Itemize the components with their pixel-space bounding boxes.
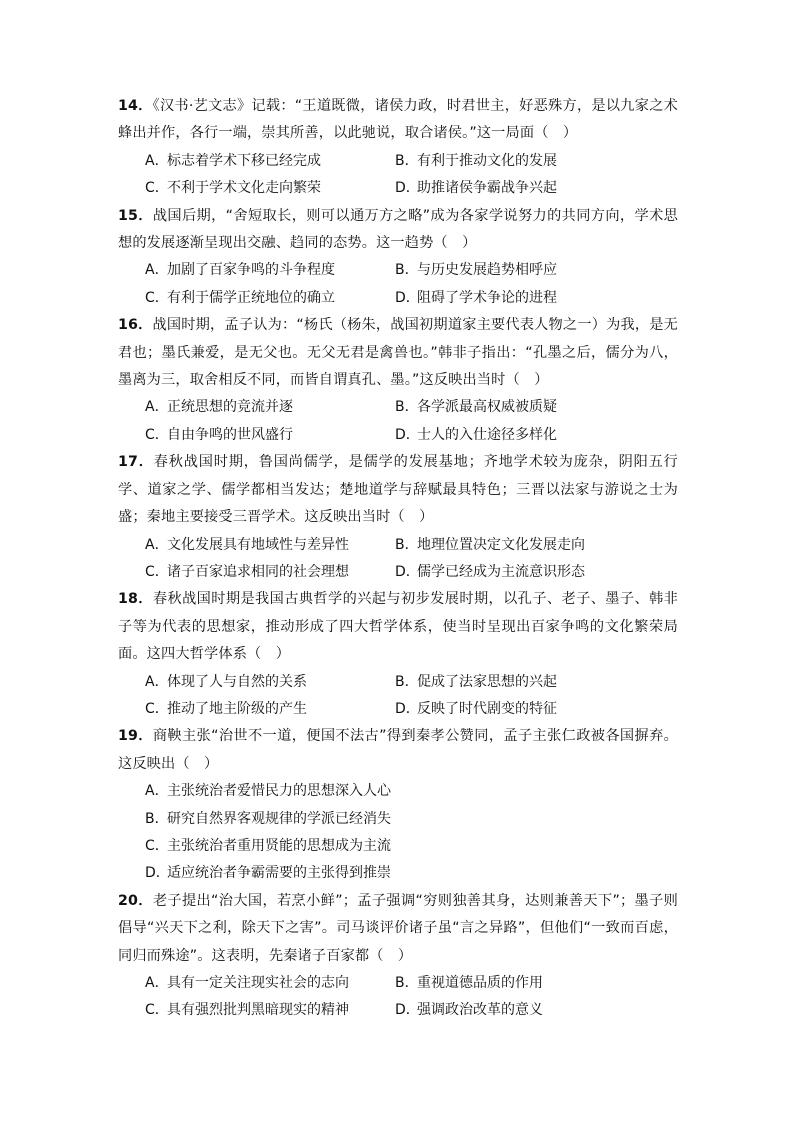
option-c (145, 559, 395, 586)
option-text: 助推诸侯争霸战争兴起 (417, 180, 557, 197)
option-letter: A． (145, 673, 169, 690)
option-list (118, 532, 678, 587)
option-list (118, 257, 678, 312)
question-text: 春秋战国时期，鲁国尚儒学，是儒学的发展基地；齐地学术较为庞杂，阴阳五行学、道家之学、儒学都相当发达；楚地道学与辞赋最具特色；三晋以法家与游说之士为盛；秦地主要接受三晋学术。这反映出当时（ ） (118, 454, 678, 526)
option-letter: A． (145, 783, 169, 800)
option-c (145, 175, 395, 202)
option-list (118, 778, 678, 888)
option-b (395, 394, 675, 421)
option-text: 研究自然界客观规律的学派已经消失 (167, 810, 391, 827)
question-14 (118, 93, 678, 203)
option-list (118, 148, 678, 203)
option-a (145, 778, 678, 805)
option-letter: C． (145, 426, 169, 443)
question-stem (118, 93, 678, 148)
question-number: 19． (118, 728, 153, 745)
option-text: 反映了时代剧变的特征 (417, 700, 557, 717)
option-text: 适应统治者争霸需要的主张得到推崇 (167, 865, 391, 882)
question-number: 18． (118, 591, 153, 608)
option-text: 主张统治者重用贤能的思想成为主流 (167, 837, 391, 854)
option-a (145, 532, 395, 559)
option-text: 与历史发展趋势相呼应 (417, 262, 557, 279)
option-c (145, 285, 395, 312)
option-letter: B． (395, 975, 419, 991)
option-letter: C． (145, 563, 169, 580)
option-letter: C． (145, 837, 169, 854)
option-c (145, 997, 395, 1024)
question-stem (118, 449, 678, 531)
option-letter: A． (145, 262, 169, 279)
option-letter: D． (395, 700, 420, 717)
option-letter: B． (395, 262, 419, 279)
option-list (118, 669, 678, 724)
option-a (145, 669, 395, 696)
option-d (395, 285, 675, 312)
option-a (145, 148, 395, 175)
option-letter: A． (145, 399, 169, 416)
option-text: 主张统治者爱惜民力的思想深入人心 (167, 783, 391, 800)
option-c (145, 833, 678, 860)
option-text: 有利于儒学正统地位的确立 (167, 289, 335, 306)
option-b (145, 806, 678, 833)
option-letter: B． (395, 399, 419, 416)
option-b (395, 669, 675, 696)
option-list (118, 394, 678, 449)
option-letter: D． (145, 865, 170, 882)
option-text: 重视道德品质的作用 (417, 975, 543, 991)
option-text: 推动了地主阶级的产生 (167, 700, 307, 717)
option-letter: D． (395, 1002, 420, 1019)
question-number: 17． (118, 454, 154, 471)
question-list (118, 93, 678, 1025)
question-number: 16． (118, 317, 153, 334)
option-letter: C． (145, 289, 169, 306)
option-letter: C． (145, 700, 169, 717)
option-b (395, 532, 675, 559)
option-text: 自由争鸣的世风盛行 (167, 426, 293, 443)
option-d (395, 696, 675, 723)
option-letter: D． (395, 563, 420, 580)
option-text: 加剧了百家争鸣的斗争程度 (167, 262, 335, 279)
option-c (145, 422, 395, 449)
question-19 (118, 723, 678, 887)
question-16 (118, 312, 678, 449)
option-letter: C． (145, 180, 169, 197)
option-letter: D． (395, 180, 420, 197)
option-d (395, 559, 675, 586)
question-17 (118, 449, 678, 586)
option-letter: A． (145, 975, 169, 991)
option-letter: D． (395, 289, 420, 306)
option-b (395, 257, 675, 284)
option-d (395, 175, 675, 202)
question-number: 14． (118, 98, 153, 114)
question-text: 春秋战国时期是我国古典哲学的兴起与初步发展时期，以孔子、老子、墨子、韩非子等为代表的思想家，推动形成了四大哲学体系，使当时呈现出百家争鸣的文化繁荣局面。这四大哲学体系（ ） (118, 591, 679, 663)
question-text: 《汉书·艺文志》记载：“王道既微，诸侯力政，时君世主，好恶殊方，是以九家之术蜂出并作，各行一端，崇其所善，以此驰说，取合诸侯。”这一局面（ ） (118, 98, 678, 142)
option-c (145, 696, 395, 723)
option-text: 各学派最高权威被质疑 (417, 399, 557, 416)
question-stem (118, 723, 678, 778)
question-stem (118, 312, 678, 394)
option-d (395, 422, 675, 449)
option-letter: C． (145, 1002, 169, 1019)
option-text: 有利于推动文化的发展 (417, 152, 557, 169)
question-20 (118, 888, 678, 1025)
option-b (395, 148, 675, 175)
option-letter: D． (395, 426, 420, 443)
option-text: 文化发展具有地域性与差异性 (167, 536, 349, 553)
question-15 (118, 203, 678, 313)
option-letter: B． (395, 536, 419, 553)
option-letter: A． (145, 152, 169, 169)
question-text: 战国后期，“舍短取长，则可以通万方之略”成为各家学说努力的共同方向，学术思想的发展逐渐呈现出交融、趋同的态势。这一趋势（ ） (118, 207, 678, 252)
question-18 (118, 586, 678, 723)
question-number: 15． (118, 207, 153, 224)
question-text: 战国时期，孟子认为：“杨氏（杨朱，战国初期道家主要代表人物之一）为我，是无君也；墨氏兼爱，是无父也。无父无君是禽兽也。”韩非子指出：“孔墨之后，儒分为八，墨离为三，取舍相反不同，而皆自谓真孔、墨。”这反映出当时（ ） (118, 317, 678, 389)
option-a (145, 970, 395, 997)
option-text: 士人的入仕途径多样化 (417, 426, 557, 443)
question-stem (118, 888, 678, 970)
option-text: 阻碍了学术争论的进程 (417, 289, 557, 306)
option-text: 标志着学术下移已经完成 (167, 152, 321, 169)
option-b (395, 970, 675, 997)
option-d (395, 997, 675, 1024)
option-text: 强调政治改革的意义 (417, 1002, 543, 1019)
option-text: 地理位置决定文化发展走向 (417, 536, 585, 553)
option-text: 儒学已经成为主流意识形态 (417, 563, 585, 580)
option-text: 具有强烈批判黑暗现实的精神 (167, 1002, 349, 1019)
option-a (145, 257, 395, 284)
option-list (118, 970, 678, 1025)
option-text: 具有一定关注现实社会的志向 (167, 975, 349, 991)
question-stem (118, 586, 678, 668)
option-text: 诸子百家追求相同的社会理想 (167, 563, 349, 580)
option-letter: A． (145, 536, 169, 553)
option-text: 促成了法家思想的兴起 (417, 673, 557, 690)
option-text: 体现了人与自然的关系 (167, 673, 307, 690)
question-number: 20． (118, 892, 153, 909)
question-stem (118, 203, 678, 258)
option-d (145, 860, 678, 887)
question-text: 老子提出“治大国，若烹小鲜”；孟子强调“穷则独善其身，达则兼善天下”；墨子则倡导“兴天下之利，除天下之害”。司马谈评价诸子虽“言之异路”，但他们“一致而百虑，同归而殊途”。这表明，先秦诸子百家都（ ） (118, 892, 678, 964)
question-text: 商鞅主张“治世不一道，便国不法古”得到秦孝公赞同，孟子主张仁政被各国摒弃。这反映出（ ） (118, 728, 678, 772)
option-a (145, 394, 395, 421)
option-letter: B． (395, 152, 419, 169)
option-letter: B． (145, 810, 169, 827)
option-letter: B． (395, 673, 419, 690)
option-text: 正统思想的竞流并逐 (167, 399, 293, 416)
option-text: 不利于学术文化走向繁荣 (167, 180, 321, 197)
